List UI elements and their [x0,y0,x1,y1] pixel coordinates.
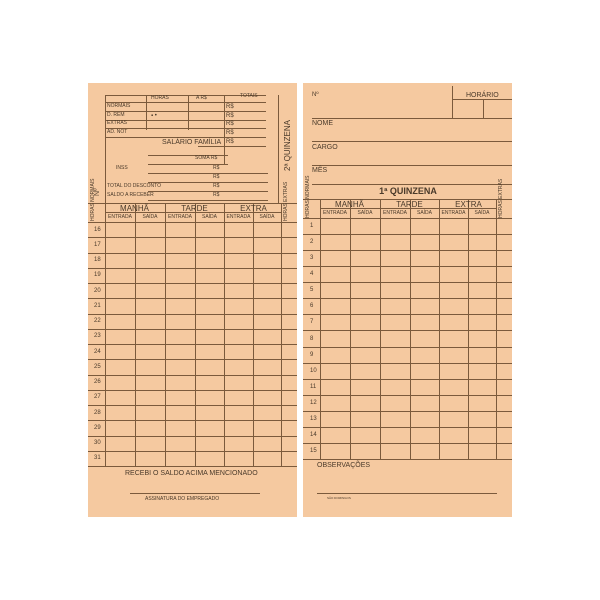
grid-row-line [303,234,512,235]
day-number: 6 [310,303,314,310]
day-number: 3 [310,255,314,262]
day-number: 29 [94,424,101,431]
grid-col-line [224,203,225,466]
grid-row-line [88,451,297,452]
observacoes-label: OBSERVAÇÕES [317,462,371,469]
horas-extras-header: HORAS EXTRAS [283,181,289,221]
day-number: 14 [310,431,317,438]
grid-col-line [253,203,254,466]
grid-row-line [303,459,512,460]
sub-header: SAÍDA [357,210,373,216]
grid-row-line [303,282,512,283]
nome-label: NOME [312,120,333,127]
period-header: EXTRA [240,204,267,213]
sub-header: SAÍDA [259,214,275,220]
day-number: 4 [310,271,314,278]
sub-header: ENTRADA [383,210,407,216]
grid-row-line [88,253,297,254]
soma-label: SOMA R$ [195,155,218,161]
sub-header: SAÍDA [142,214,158,220]
total-desconto-label: TOTAL DO DESCONTO [107,183,161,189]
left-timecard [88,83,297,517]
day-number: 5 [310,287,314,294]
grid-row-line [303,379,512,380]
sub-header: ENTRADA [323,210,347,216]
grid-header-bottom [303,218,512,219]
horario-line [452,99,512,100]
summary-row-label: NORMAIS [107,103,131,109]
grid-row-line [303,314,512,315]
grid-header-bottom [88,222,297,223]
right-timecard [303,83,512,517]
grid-row-line [88,466,297,467]
grid-col-line [350,199,351,459]
grid-row-line [303,411,512,412]
horas-normais-header: HORAS NORMAIS [90,178,96,221]
summary-col-divider [146,95,147,130]
sub-header: SAÍDA [474,210,490,216]
grid-col-line [105,203,106,466]
summary-row-line [148,173,268,174]
grid-row-line [88,283,297,284]
signature-line [130,493,260,494]
ar-header: A R$ [196,95,207,101]
grid-row-line [88,390,297,391]
currency-label: R$ [226,104,234,110]
tiny-print: SÃO DOMINGOS [327,496,351,500]
grid-col-line [439,199,440,459]
day-number: 28 [94,409,101,416]
dot-mark: ▪ • [151,113,157,119]
grid-col-line [468,199,469,459]
horario-label: HORÁRIO [466,92,499,99]
mes-line [312,184,512,185]
grid-col-line [320,199,321,459]
summary-row-line [105,120,266,121]
grid-row-line [303,395,512,396]
day-number: 12 [310,399,317,406]
currency-label: R$ [226,121,234,127]
grid-row-line [303,443,512,444]
grid-row-line [303,266,512,267]
day-number: 27 [94,394,101,401]
numero-label: Nº [312,92,319,98]
day-number: 2 [310,239,314,246]
day-number: 11 [310,383,317,390]
grid-row-line [88,420,297,421]
day-number: 8 [310,335,314,342]
horas-header: HORAS [151,95,169,101]
day-number: 20 [94,287,101,294]
grid-row-line [303,250,512,251]
grid-row-line [88,436,297,437]
grid-col-line [496,199,497,459]
assinatura-label: ASSINATURA DO EMPREGADO [145,496,220,502]
sub-header: SAÍDA [416,210,432,216]
day-number: 15 [310,447,317,454]
quinzena-label: 1ª QUINZENA [379,186,437,196]
grid-col-line [410,199,411,459]
totais-header: TOTAIS [240,93,258,99]
day-number: 13 [310,415,317,422]
grid-row-line [88,329,297,330]
grid-row-line [303,427,512,428]
summary-row-line [105,111,266,112]
day-number: 7 [310,319,314,326]
grid-col-line [195,203,196,466]
sub-header: ENTRADA [441,210,466,216]
sub-header: ENTRADA [168,214,192,220]
day-number: 19 [94,272,101,279]
day-number: 23 [94,333,101,340]
sub-header: SAÍDA [201,214,217,220]
horas-extras-header: HORAS EXTRAS [498,178,504,218]
grid-row-line [88,298,297,299]
day-number: 16 [94,226,101,233]
grid-col-line [380,199,381,459]
grid-row-line [88,268,297,269]
grid-row-line [88,405,297,406]
grid-row-line [88,314,297,315]
saldo-receber-label: SALDO A RECEBER [107,192,154,198]
horas-normais-header: HORAS NORMAIS [305,175,311,218]
period-header: TARDE [181,204,208,213]
cargo-top-line [312,141,512,142]
day-number: 1 [310,223,314,230]
grid-row-line [88,359,297,360]
summary-row-label: D. REM [107,112,125,118]
sub-header: ENTRADA [108,214,132,220]
observacoes-line [317,493,497,494]
summary-right-border [278,95,279,203]
day-number: 31 [94,455,101,462]
day-number: 22 [94,318,101,325]
currency-label: R$ [226,139,234,145]
day-number: 25 [94,363,101,370]
currency-label: R$ [213,174,220,180]
period-header: MANHÃ [120,204,149,213]
day-number: 9 [310,351,314,358]
salario-familia-label: SALÁRIO FAMÍLIA [162,139,222,146]
nome-line [312,118,512,119]
summary-row-line [148,200,268,201]
period-header: MANHÃ [335,200,364,209]
grid-col-line [135,203,136,466]
period-header: TARDE [396,200,423,209]
horario-divider [452,86,453,119]
summary-row-line [105,137,266,138]
summary-row-line [148,191,268,192]
numero-label: Nº [94,188,101,196]
cargo-label: CARGO [312,144,338,151]
grid-row-line [303,363,512,364]
currency-label: R$ [213,183,220,189]
currency-label: R$ [226,113,234,119]
grid-col-line [165,203,166,466]
grid-row-line [88,344,297,345]
mes-label: MÊS [312,167,328,174]
grid-row-line [303,298,512,299]
period-header: EXTRA [455,200,482,209]
summary-row-line [105,128,266,129]
currency-label: R$ [213,165,220,171]
cargo-bottom-line [312,165,512,166]
currency-label: R$ [213,192,220,198]
day-number: 26 [94,379,101,386]
day-number: 24 [94,348,101,355]
currency-label: R$ [226,130,234,136]
day-number: 17 [94,241,101,248]
summary-row-label: EXTRAS [107,120,128,126]
summary-row-line [198,146,266,147]
quinzena-label: 2ª QUINZENA [283,120,292,171]
grid-row-line [88,237,297,238]
grid-col-line [281,203,282,466]
sub-header: ENTRADA [226,214,251,220]
recebi-text: RECEBI O SALDO ACIMA MENCIONADO [125,470,258,477]
summary-row-line [148,182,268,183]
day-number: 21 [94,302,101,309]
grid-row-line [303,330,512,331]
grid-row-line [88,375,297,376]
grid-row-line [303,347,512,348]
horario-box-divider [483,99,484,119]
day-number: 10 [310,367,317,374]
summary-col-divider [188,95,189,130]
summary-row-label: AD. NOT [107,129,128,135]
day-number: 18 [94,257,101,264]
inss-label: INSS [116,165,128,171]
day-number: 30 [94,440,101,447]
